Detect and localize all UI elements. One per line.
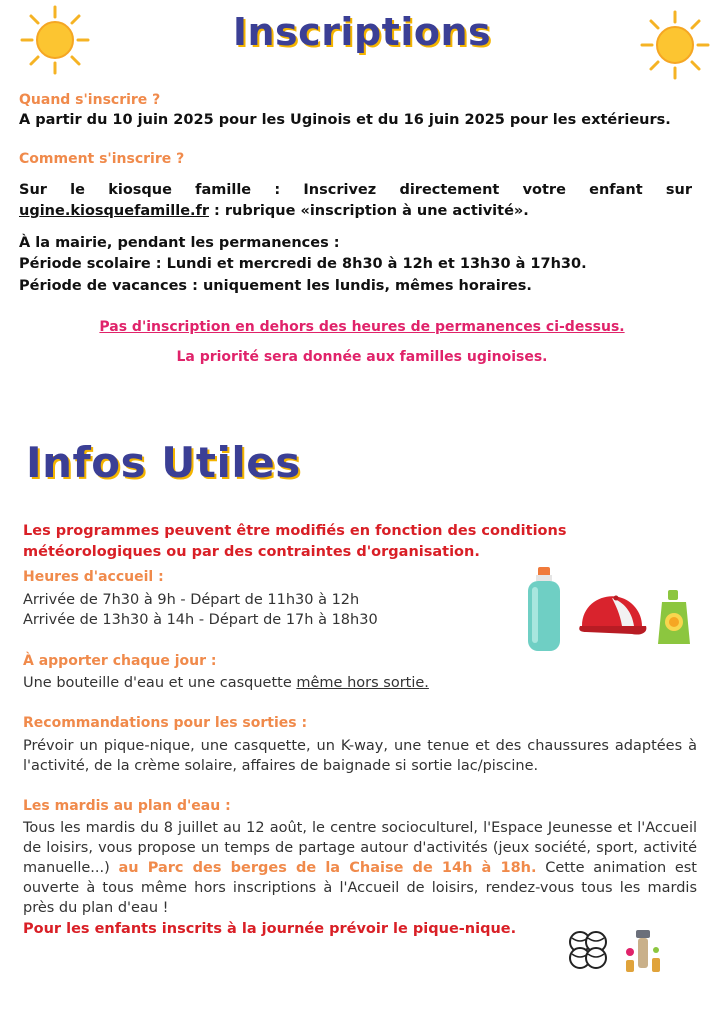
kiosque-rest: : rubrique «inscription à une activité». xyxy=(209,203,529,219)
warning-hours xyxy=(0,319,724,335)
kiosque-paragraph xyxy=(19,180,692,222)
periode-scolaire: Période scolaire : Lundi et mercredi de 8h30 à 12h et 13h30 à 17h30. xyxy=(19,256,587,272)
molkky-icon xyxy=(622,926,664,976)
quand-heading: Quand s'inscrire ? xyxy=(19,92,161,108)
mardis-highlight: au Parc des berges de la Chaise de 14h à 18h. xyxy=(118,860,537,876)
apporter-text xyxy=(23,673,429,693)
heures-line2: Arrivée de 13h30 à 14h - Départ de 17h à 18h30 xyxy=(23,612,378,628)
petanque-balls-icon xyxy=(566,928,610,972)
kiosque-line1: Sur le kiosque famille : Inscrivez directement votre enfant sur xyxy=(19,182,692,198)
sunscreen-icon xyxy=(654,588,696,648)
mairie-line: À la mairie, pendant les permanences : xyxy=(19,235,340,251)
warning-hours-text: Pas d'inscription en dehors des heures de permanences ci-dessus. xyxy=(99,319,625,335)
comment-heading: Comment s'inscrire ? xyxy=(19,151,185,167)
recommandations-text: Prévoir un pique-nique, une casquette, un K-way, une tenue et des chaussures adaptées à l'activité, de la crème solaire, affaires de baignade si sortie lac/piscine. xyxy=(23,738,697,774)
cap-icon xyxy=(576,590,652,642)
inscriptions-title: Inscriptions xyxy=(232,10,492,54)
mardis-heading: Les mardis au plan d'eau : xyxy=(23,798,231,814)
infos-title: Infos Utiles xyxy=(26,438,301,487)
mardis-paragraph xyxy=(23,818,697,918)
apporter-text-main: Une bouteille d'eau et une casquette xyxy=(23,675,297,691)
mardis-text: Tous les mardis du 8 juillet au 12 août, le centre socioculturel, l'Espace Jeunesse et l'Accueil de loisirs, vous propose un temps de partage autour d'activités (jeux société, sport, activité manuelle...) xyxy=(23,820,697,876)
heures-line1: Arrivée de 7h30 à 9h - Départ de 11h30 à 12h xyxy=(23,592,360,608)
picnic-notice: Pour les enfants inscrits à la journée prévoir le pique-nique. xyxy=(23,921,517,937)
programmes-notice: Les programmes peuvent être modifiés en fonction des conditions météorologiques ou par des contraintes d'organisation. xyxy=(23,523,567,560)
heures-heading: Heures d'accueil : xyxy=(23,569,164,585)
periode-vacances: Période de vacances : uniquement les lundis, mêmes horaires. xyxy=(19,278,532,294)
apporter-text-underlined: même hors sortie. xyxy=(296,675,429,691)
recommandations-heading: Recommandations pour les sorties : xyxy=(23,715,308,731)
kiosque-link[interactable]: ugine.kiosquefamille.fr xyxy=(19,203,209,219)
mardis-text-2: Cette animation est ouverte à tous même hors inscriptions à l'Accueil de loisirs, rendez-vous tous les mardis près du plan d'eau ! xyxy=(23,860,697,916)
warning-priority: La priorité sera donnée aux familles uginoises. xyxy=(176,349,548,365)
water-bottle-icon xyxy=(524,565,564,653)
apporter-heading: À apporter chaque jour : xyxy=(23,653,217,669)
quand-text: A partir du 10 juin 2025 pour les Uginois et du 16 juin 2025 pour les extérieurs. xyxy=(19,112,671,128)
